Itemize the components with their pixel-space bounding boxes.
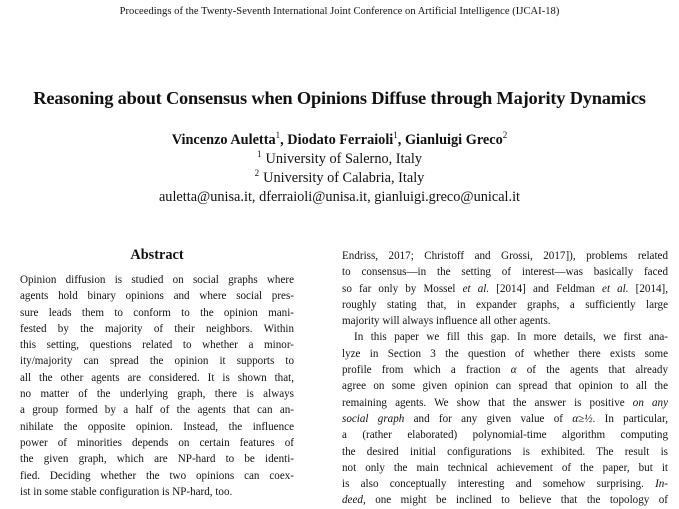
text-line: sure leads them to conform to the opinion mani- <box>20 306 294 319</box>
affiliation-mark: 2 <box>254 168 260 178</box>
text-line: agents hold binary opinions and where social pres- <box>20 290 294 303</box>
text-line: a (rather elaborated) polynomial-time algorithm computing <box>342 429 668 442</box>
text-line: the given graph, which are NP-hard to be identi- <box>20 453 294 466</box>
text-line: the desired initial configurations is exhibited. The result is <box>342 445 668 458</box>
text-run-italic: et al. <box>602 282 629 295</box>
text-line: ity/majority can spread the opinion it supports to <box>20 355 294 368</box>
text-line: In this paper we fill this gap. In more details, we first ana- <box>354 331 668 344</box>
text-line: to consensus—in the setting of interest—was basically faced <box>342 266 668 279</box>
affiliation-text: University of Salerno, Italy <box>265 151 422 167</box>
running-header: Proceedings of the Twenty-Seventh International Joint Conference on Artificial Intelligence (IJCAI-18) <box>119 6 560 17</box>
text-line: all the other agents are considered. It is shown that, <box>20 371 294 384</box>
text-line: a group formed by a half of the agents that can an- <box>20 404 294 417</box>
math-symbol: α <box>510 364 517 377</box>
affiliation-mark: 1 <box>275 130 281 140</box>
text-run: , one might be inclined to believe that the topology of <box>362 494 668 507</box>
text-line: Endriss, 2017; Christoff and Grossi, 2017]), problems related <box>342 250 668 262</box>
text-line: majority will always influence all other agents. <box>342 315 551 328</box>
text-line: no matter of the underlying graph, there is always <box>20 388 294 401</box>
affiliation-mark: 1 <box>257 149 262 159</box>
affiliation-mark: 2 <box>502 130 508 140</box>
author-name: Gianluigi Greco <box>404 132 503 148</box>
text-line: nihilate the opposite opinion. Instead, the influence <box>20 420 294 433</box>
text-line: Opinion diffusion is studied on social graphs where <box>20 274 294 286</box>
text-line: fied. Deciding whether the two opinions can coex- <box>20 469 294 482</box>
text-line <box>342 395 668 411</box>
text-run: [2014] and Feldman <box>489 282 603 295</box>
text-line: power of minorities depends on certain features of <box>20 436 294 449</box>
affiliation-text: University of Calabria, Italy <box>263 170 425 186</box>
text-line <box>342 362 668 378</box>
text-line <box>342 411 668 427</box>
text-run: is also conceptually interesting and somehow surprising. <box>342 478 656 491</box>
text-run: profile from which a fraction <box>342 364 511 377</box>
affiliation <box>0 170 679 187</box>
abstract-heading: Abstract <box>130 247 184 263</box>
affiliation <box>0 151 679 168</box>
author-name: Vincenzo Auletta <box>171 132 276 148</box>
text-line: this setting, questions related to whether a minor- <box>20 339 294 352</box>
text-run: . In particular, <box>592 412 668 425</box>
text-run: remaining agents. We show that the answer is positive <box>342 396 633 409</box>
author-name: Diodato Ferraioli <box>287 132 394 148</box>
abstract-body <box>20 272 294 500</box>
author-separator: , <box>280 132 288 148</box>
text-run: of the agents that already <box>516 364 668 377</box>
text-run-italic: In- <box>655 478 668 491</box>
text-run-italic: social graph <box>342 412 405 425</box>
author-list <box>0 132 679 149</box>
text-line: not only the main technical achievement of the paper, but it <box>342 461 668 474</box>
text-run-italic: et al. <box>462 282 490 295</box>
text-run: so far only by Mossel <box>342 282 463 295</box>
author-separator: , <box>397 132 405 148</box>
text-run: and for any given value of <box>404 412 573 425</box>
affiliation-mark: 1 <box>393 130 398 140</box>
text-line <box>342 281 668 297</box>
text-line: ist in some stable configuration is NP-hard, too. <box>20 485 233 498</box>
intro-body <box>342 248 668 509</box>
text-line: fested by the majority of their neighbors. Within <box>20 322 294 335</box>
text-line <box>342 476 668 492</box>
text-run: [2014], <box>628 282 669 295</box>
author-emails: auletta@unisa.it, dferraioli@unisa.it, gianluigi.greco@unical.it <box>158 189 521 205</box>
text-line: roughly stating that, in expander graphs, a sufficiently large <box>342 298 668 311</box>
paper-title: Reasoning about Consensus when Opinions Diffuse through Majority Dynamics <box>33 88 646 108</box>
text-run-italic: deed <box>342 494 363 507</box>
text-line: agree on some given opinion can spread that opinion to all the <box>342 380 668 393</box>
text-line <box>342 492 668 508</box>
text-line: lyze in Section 3 the question of whether there exists some <box>342 347 668 360</box>
text-run-italic: on any <box>632 396 669 409</box>
math-expression: α≥½ <box>572 412 593 425</box>
